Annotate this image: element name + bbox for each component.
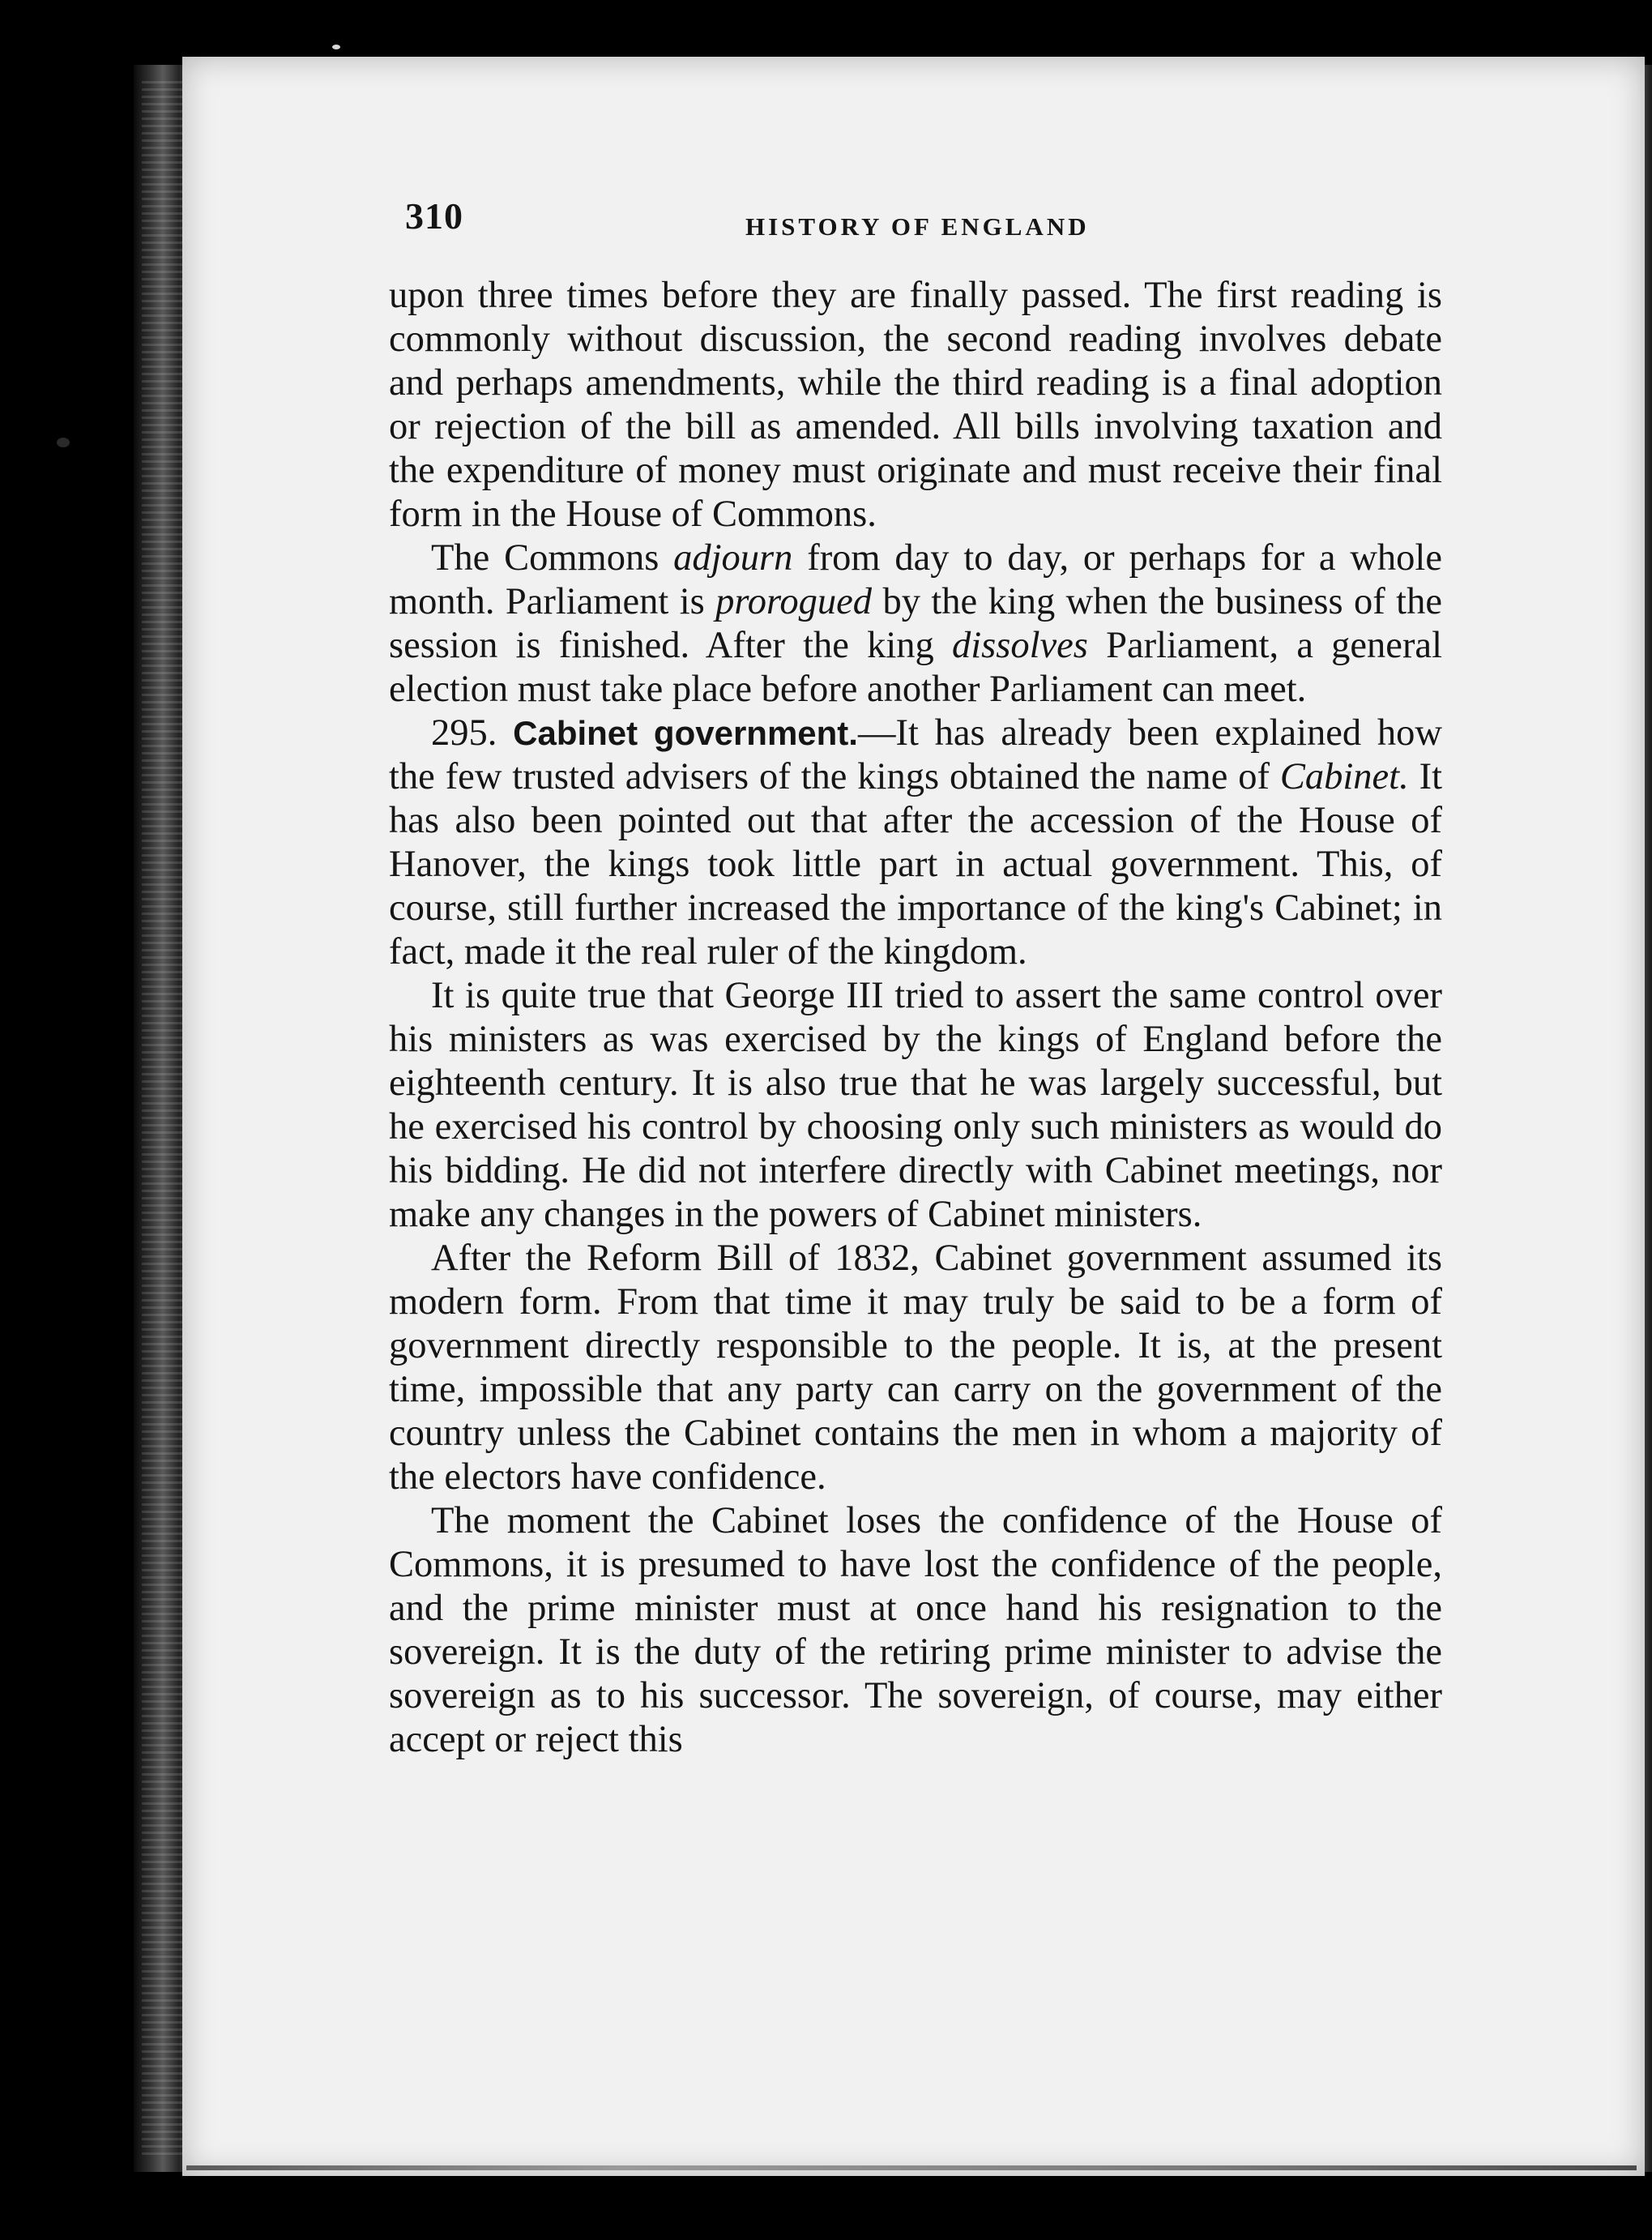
text-run: Parliament, a general election must take place before another Parliament can meet. — [389, 625, 1442, 710]
text-run: It is quite true that George III tried to assert the same control over his ministers as was exercised by the kings of England before the eighteenth century. It is also true that he was largely successful, but he exercised his control by choosing only such ministers as would do his bidding. He did not interfere directly with Cabinet meetings, nor make any changes in the powers of Cabinet ministers. — [389, 975, 1442, 1235]
paragraph-p4 — [389, 974, 1442, 1237]
text-run: —It has already been explained how the few trusted advisers of the kings obtained the name of — [389, 712, 1442, 797]
italic-term: dissolves — [951, 625, 1088, 666]
running-head — [389, 195, 1442, 259]
text-run: upon three times before they are finally passed. The first reading is commonly without discussion, the second reading involves debate and perhaps amendments, while the third reading is a final adoption or rejection of the bill as amended. All bills involving taxation and the expenditure of money must originate and must receive their final form in the House of Commons. — [389, 275, 1442, 535]
body-text — [389, 274, 1442, 1762]
running-title: HISTORY OF ENGLAND — [745, 212, 1090, 241]
page-bottom-edge — [186, 2165, 1637, 2170]
text-run: 295. — [431, 712, 514, 754]
text-run: The Commons — [431, 537, 674, 579]
italic-term: prorogued — [715, 581, 873, 622]
text-run: from day to day, or perhaps for a whole month. Parliament is — [389, 537, 1442, 622]
text-run: After the Reform Bill of 1832, Cabinet government assumed its modern form. From that time it may truly be said to be a form of government directly responsible to the people. It is, at the present time, impossible that any party can carry on the government of the country unless the Cabinet contains the men in whom a majority of the electors have confidence. — [389, 1238, 1442, 1498]
section-heading: Cabinet government. — [513, 714, 858, 752]
paragraph-p6 — [389, 1499, 1442, 1762]
text-run: It has also been pointed out that after the accession of the House of Hanover, the kings took little part in actual government. This, of course, still further increased the importance of the king's Cabinet; in fact, made it the real ruler of the kingdom. — [389, 756, 1443, 973]
text-run: by the king when the business of the session is finished. After the king — [389, 581, 1442, 666]
paragraph-p1 — [389, 274, 1442, 536]
paragraph-p2 — [389, 536, 1442, 712]
page-number: 310 — [405, 195, 463, 237]
scan-speck — [332, 45, 340, 49]
text-run: The moment the Cabinet loses the confidence of the House of Commons, it is presumed to have lost the confidence of the people, and the prime minister must at once hand his resignation to the sovereign. It is the duty of the retiring prime minister to advise the sovereign as to his successor. The sovereign, of course, may either accept or reject this — [389, 1500, 1442, 1760]
paragraph-p5 — [389, 1237, 1442, 1499]
italic-term: adjourn — [673, 537, 793, 579]
scan-speck — [57, 438, 70, 447]
paragraph-p3 — [389, 712, 1442, 974]
page-text — [389, 195, 1442, 1762]
italic-term: Cabinet. — [1279, 756, 1409, 797]
